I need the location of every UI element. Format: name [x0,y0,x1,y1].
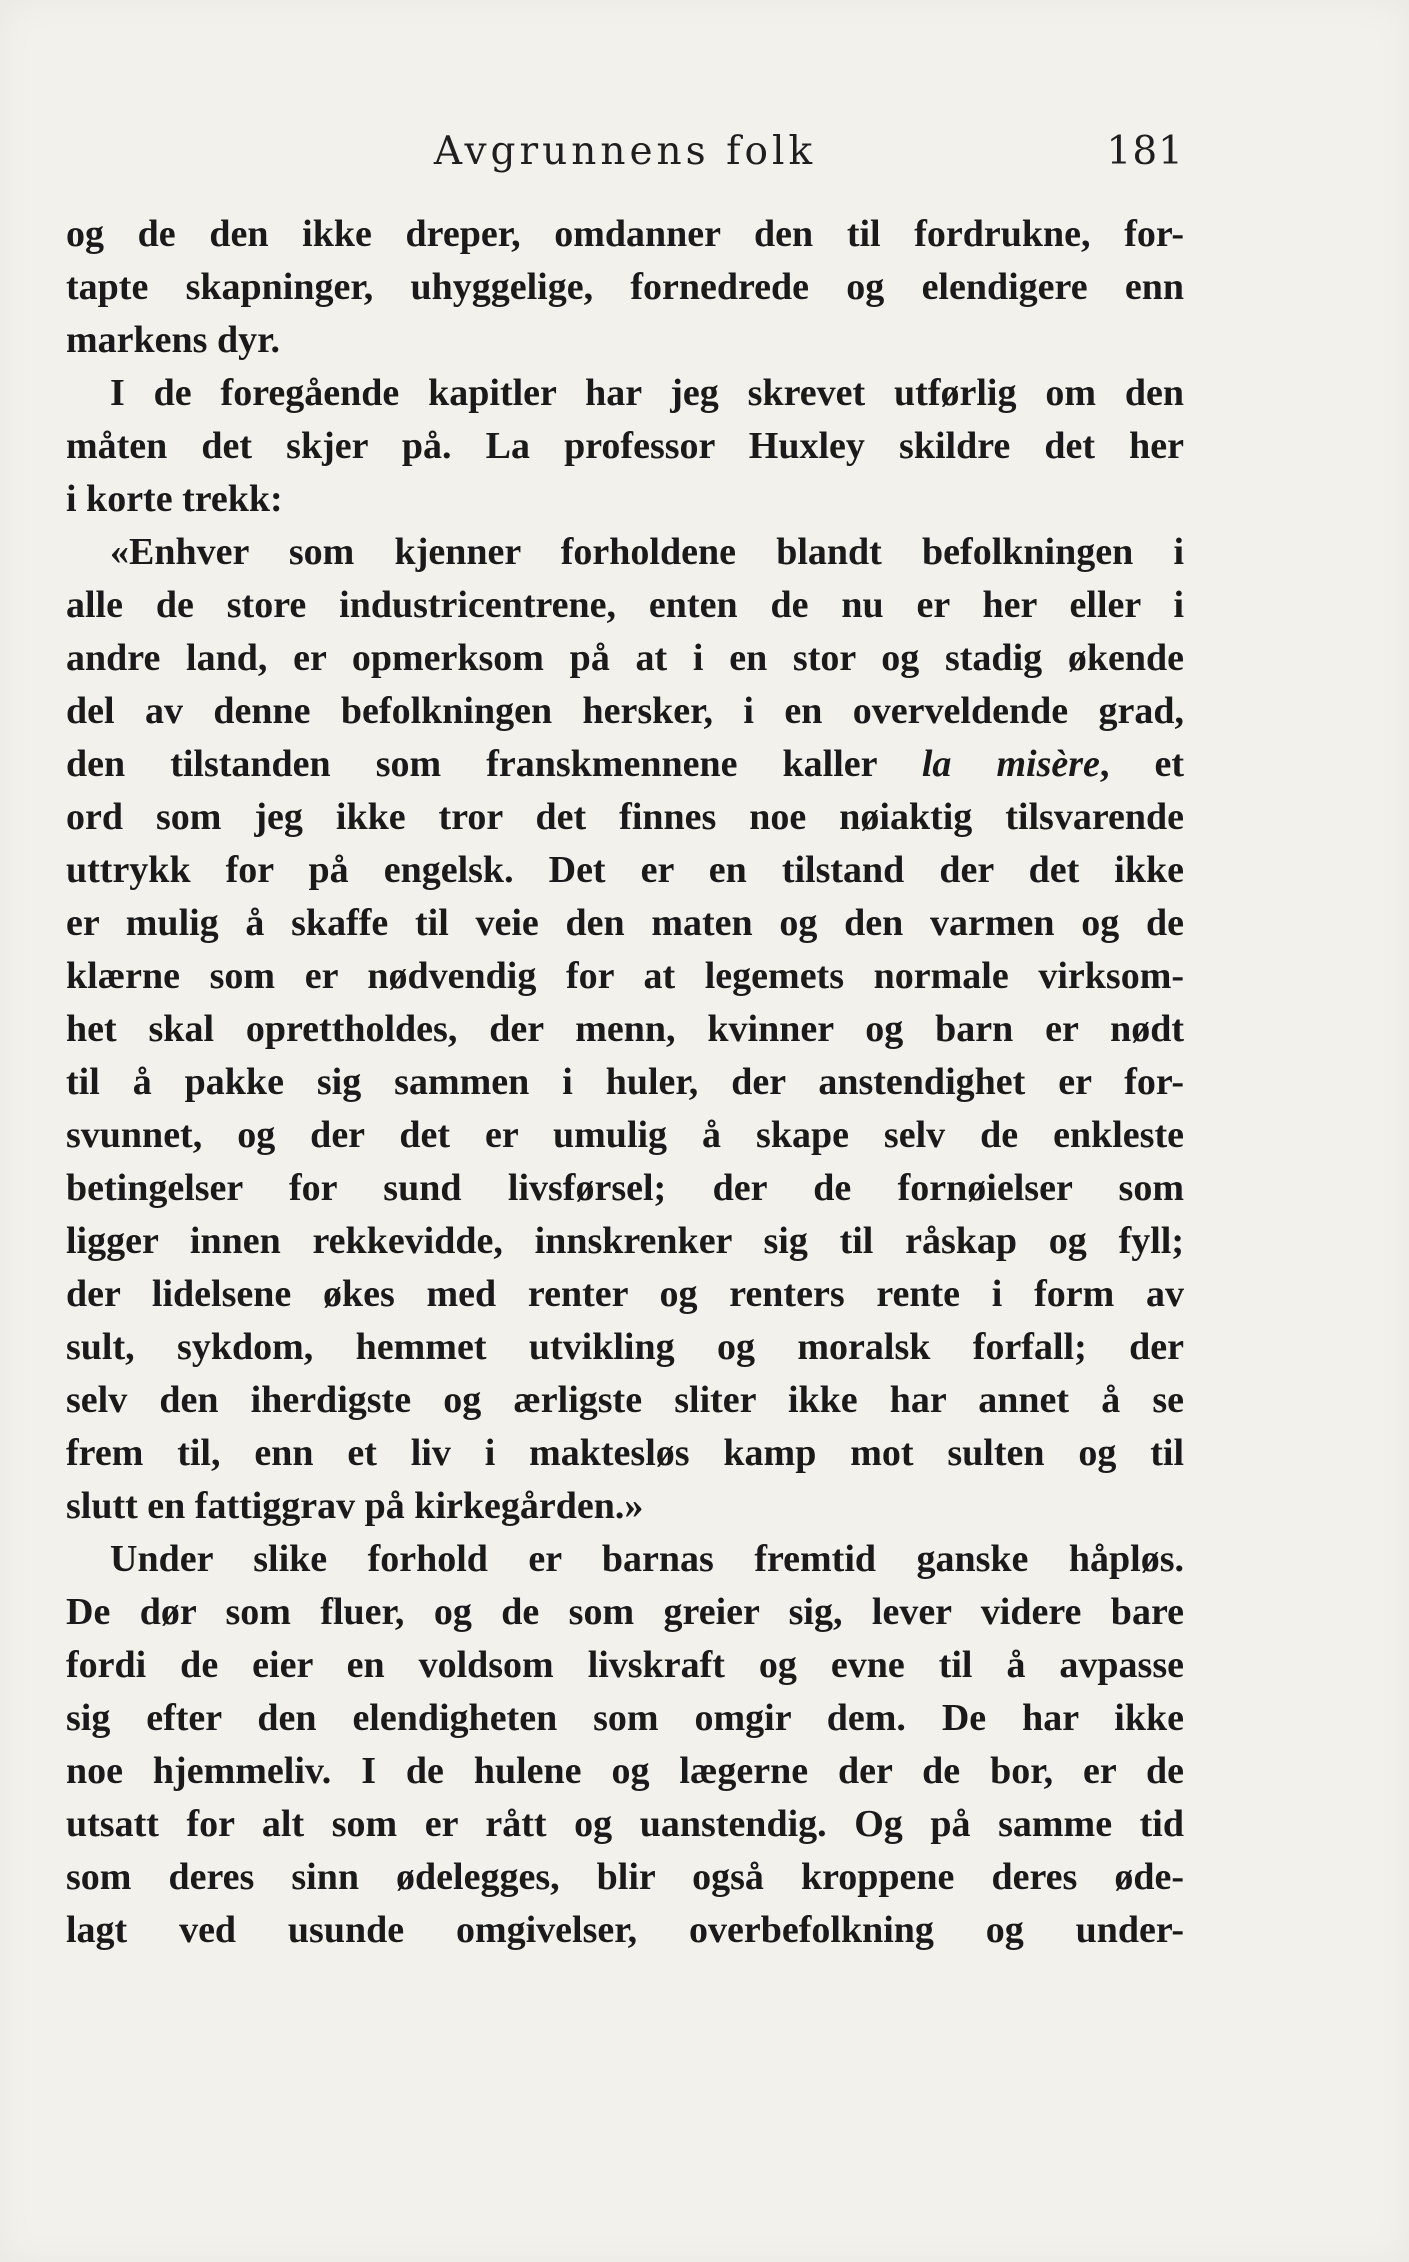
text-line: andre land, er opmerksom på at i en stor og stadig økende [66,637,1184,679]
text-line: alle de store industricentrene, enten de nu er her eller i [66,584,1184,626]
page-number: 181 [1106,129,1184,174]
italic-phrase: la misère [921,743,1100,785]
text-line: fordi de eier en voldsom livskraft og evne til å avpasse [66,1644,1184,1686]
text-line: der lidelsene økes med renter og renters rente i form av [66,1273,1184,1315]
text-line: «Enhver som kjenner forholdene blandt befolkningen i [110,531,1184,573]
text-line: sult, sykdom, hemmet utvikling og moralsk forfall; der [66,1326,1184,1368]
text-line: slutt en fattiggrav på kirkegården.» [66,1485,644,1527]
text-line: De dør som fluer, og de som greier sig, lever videre bare [66,1591,1184,1633]
text-line: noe hjemmeliv. I de hulene og lægerne der de bor, er de [66,1750,1184,1792]
text-line: selv den iherdigste og ærligste sliter ikke har annet å se [66,1379,1184,1421]
text-line: lagt ved usunde omgivelser, overbefolkning og under- [66,1909,1184,1951]
text-line: Under slike forhold er barnas fremtid ganske håpløs. [110,1538,1184,1580]
text-line: måten det skjer på. La professor Huxley skildre det her [66,425,1184,467]
text-line: utsatt for alt som er rått og uanstendig. Og på samme tid [66,1803,1184,1845]
text-line: ligger innen rekkevidde, innskrenker sig til råskap og fyll; [66,1220,1184,1262]
text-segment: , et [1099,743,1184,785]
text-line: som deres sinn ødelegges, blir også kroppene deres øde- [66,1856,1184,1898]
text-line: svunnet, og der det er umulig å skape selv de enkleste [66,1114,1184,1156]
text-segment: den tilstanden som franskmennene kaller [66,743,922,785]
text-line-with-italic [66,738,1184,791]
text-line: er mulig å skaffe til veie den maten og den varmen og de [66,902,1184,944]
running-title: Avgrunnens folk [433,129,817,174]
text-line: markens dyr. [66,319,280,361]
text-line: betingelser for sund livsførsel; der de fornøielser som [66,1167,1184,1209]
text-line: del av denne befolkningen hersker, i en overveldende grad, [66,690,1184,732]
text-line: ord som jeg ikke tror det finnes noe nøiaktig tilsvarende [66,796,1184,838]
text-line: sig efter den elendigheten som omgir dem. De har ikke [66,1697,1184,1739]
body-text [66,208,1184,1957]
text-line: I de foregående kapitler har jeg skrevet utførlig om den [110,372,1184,414]
text-line: tapte skapninger, uhyggelige, fornedrede og elendigere enn [66,266,1184,308]
text-line: og de den ikke dreper, omdanner den til fordrukne, for- [66,213,1184,255]
page-header [66,122,1184,182]
text-line: frem til, enn et liv i maktesløs kamp mot sulten og til [66,1432,1184,1474]
text-line: het skal oprettholdes, der menn, kvinner og barn er nødt [66,1008,1184,1050]
text-line: til å pakke sig sammen i huler, der anstendighet er for- [66,1061,1184,1103]
text-line: i korte trekk: [66,478,283,520]
text-line: klærne som er nødvendig for at legemets normale virksom- [66,955,1184,997]
text-line: uttrykk for på engelsk. Det er en tilstand der det ikke [66,849,1184,891]
